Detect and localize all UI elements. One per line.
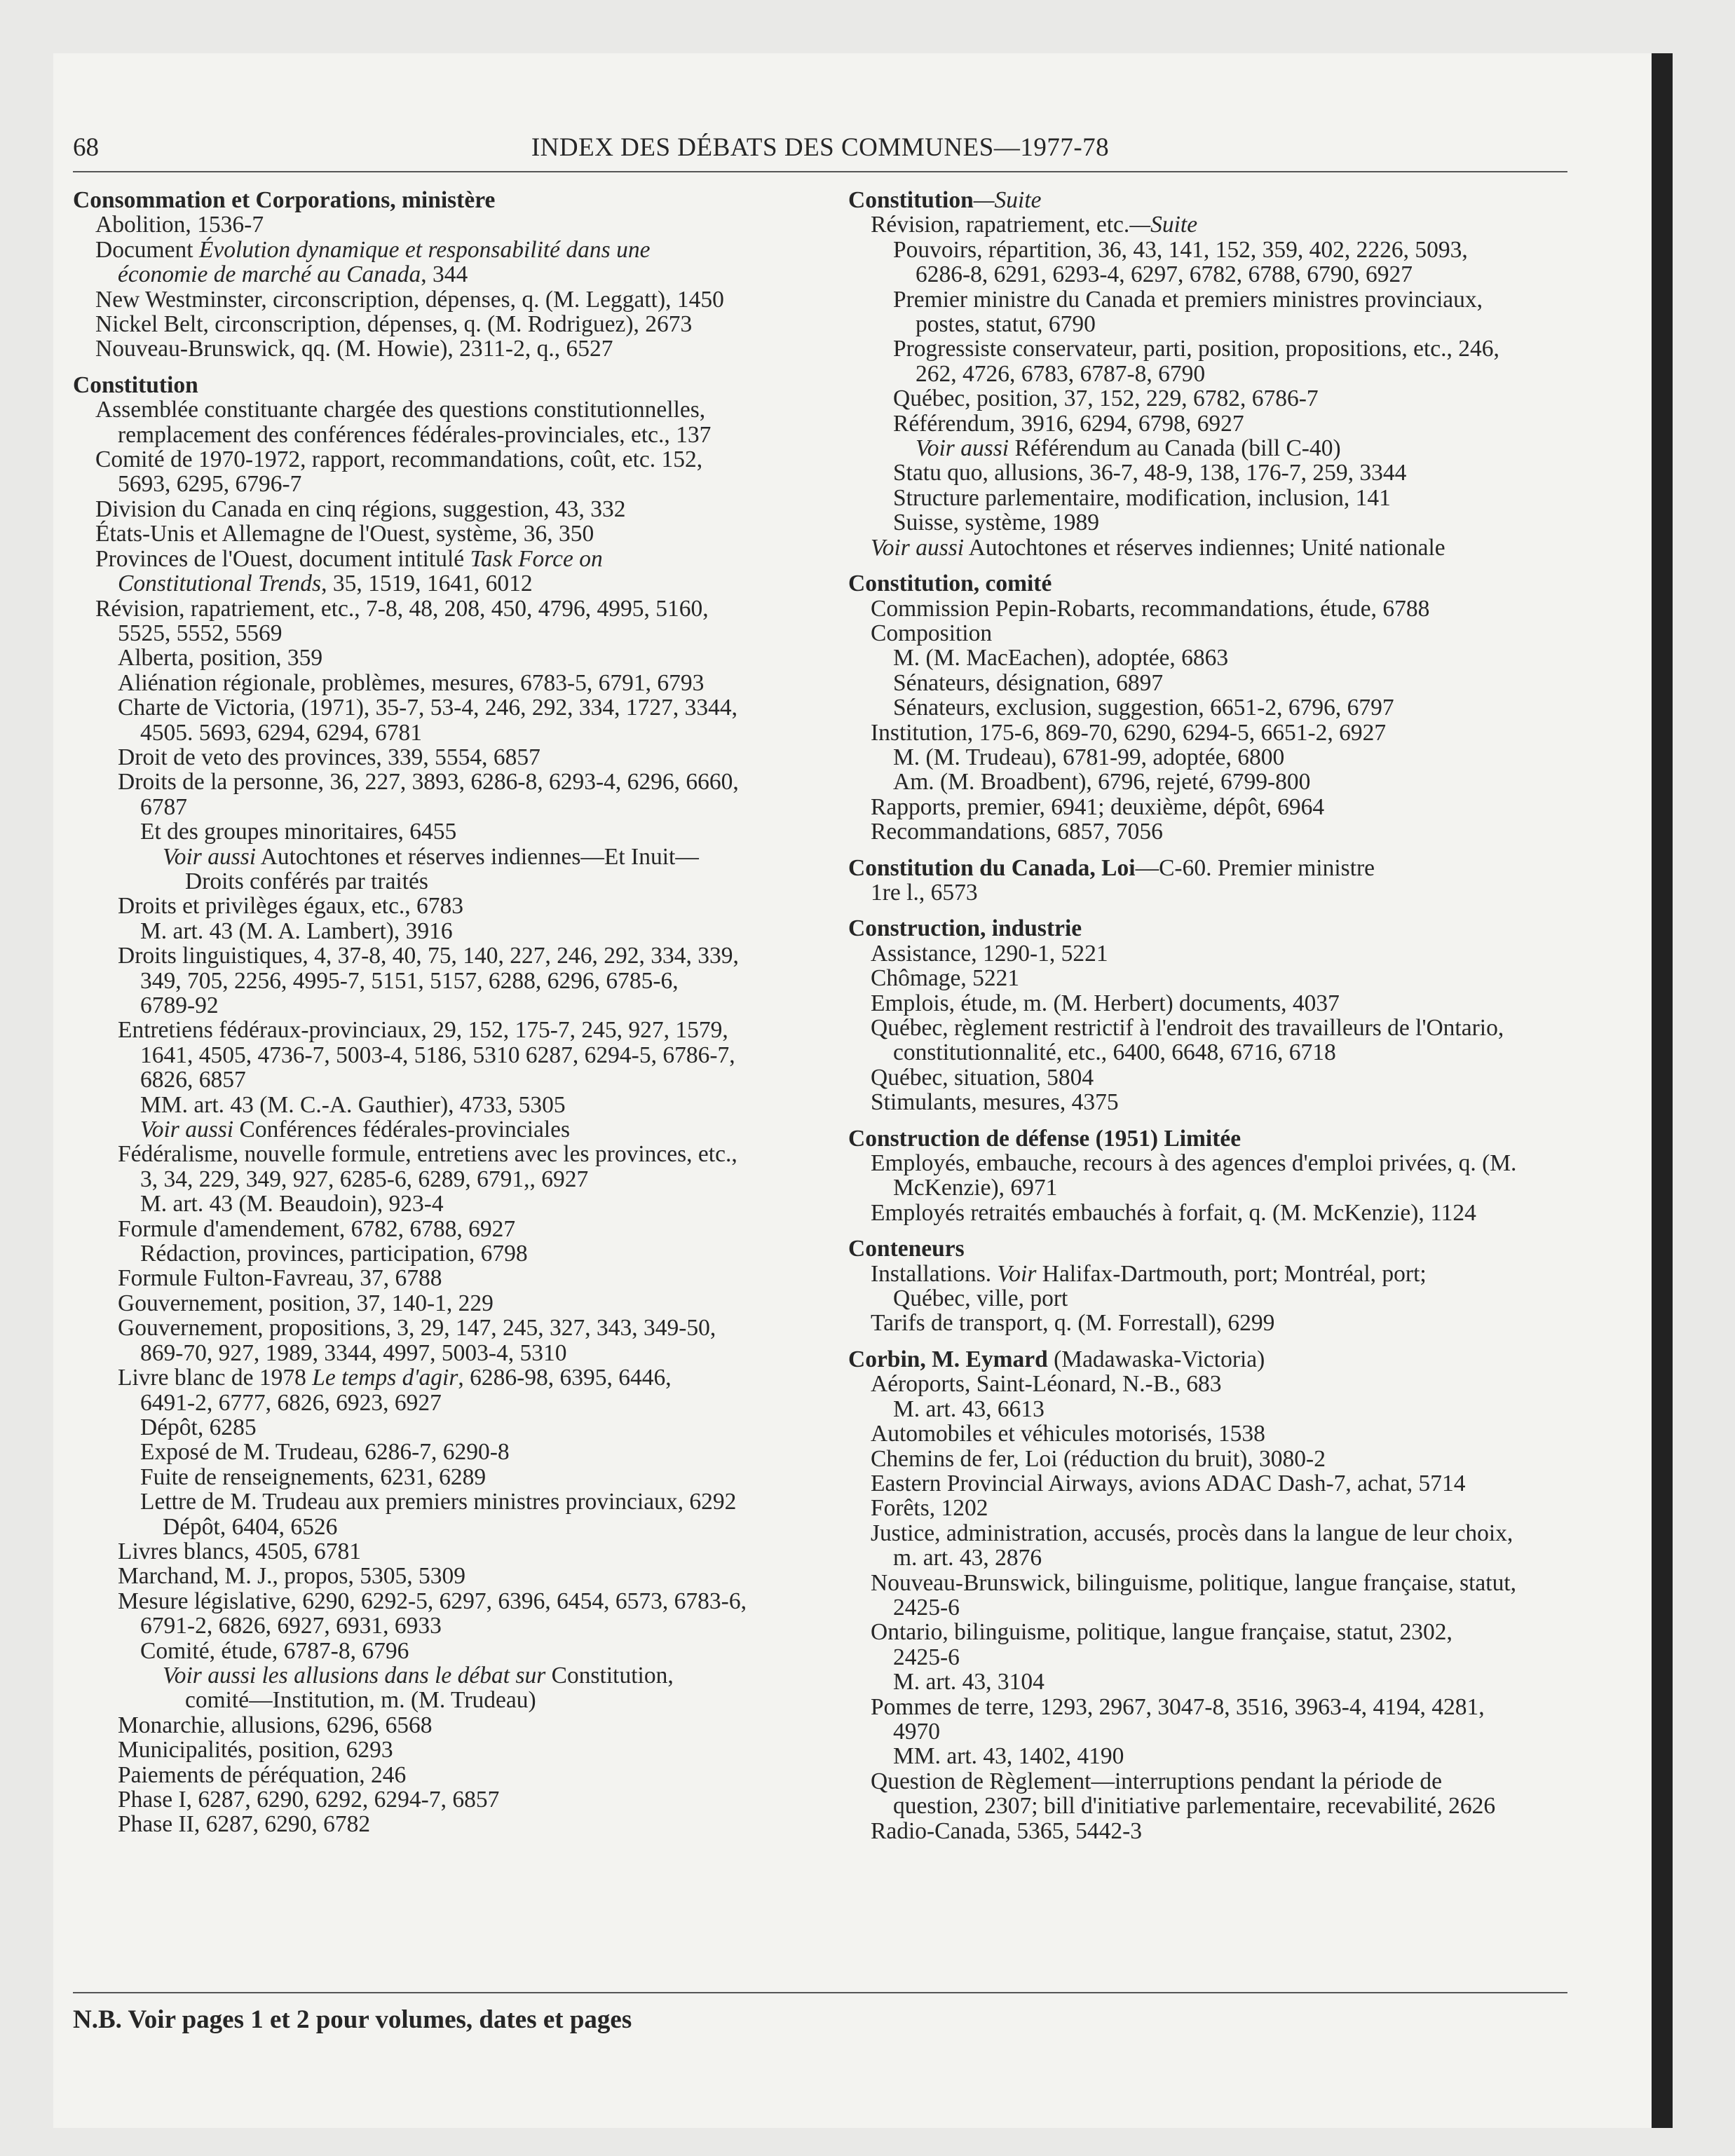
index-subentry-line [848,819,1577,844]
index-subentry-line [73,1043,802,1067]
subentry-text: Phase I, 6287, 6290, 6292, 6294-7, 6857 [118,1787,500,1813]
index-subentry-line [73,1391,802,1415]
subentry-text: Emplois, étude, m. (M. Herbert) documents, 4037 [871,990,1340,1016]
entry-heading-line [848,1126,1577,1151]
subentry-text: Monarchie, allusions, 6296, 6568 [118,1712,433,1738]
subentry-text: Le temps d'agir [312,1365,458,1391]
index-subentry-line [848,460,1577,485]
index-subentry-line [73,423,802,447]
subentry-text: Comité de 1970-1972, rapport, recommandations, coût, etc. 152, [95,446,703,473]
subentry-text: Chômage, 5221 [871,965,1020,992]
index-subentry-line [848,1620,1577,1644]
entry-heading-line [848,1347,1577,1372]
index-subentry-line [848,1372,1577,1396]
subentry-text: Et des groupes minoritaires, 6455 [140,819,457,845]
subentry-text: Task Force on [470,545,603,572]
subentry-text: 349, 705, 2256, 4995-7, 5151, 5157, 6288, 6296, 6785-6, [140,967,679,994]
index-column-left [73,188,802,1848]
index-subentry-line [73,721,802,745]
subentry-text: Eastern Provincial Airways, avions ADAC Dash-7, achat, 5714 [871,1470,1466,1496]
subentry-text: Employés retraités embauchés à forfait, q. (M. McKenzie), 1124 [871,1199,1476,1226]
index-subentry-line [848,941,1577,966]
subentry-text: Conférences fédérales-provinciales [233,1117,571,1143]
subentry-text: Nouveau-Brunswick, bilinguisme, politique, langue française, statut, [871,1569,1517,1596]
index-subentry-line [848,1040,1577,1065]
subentry-text: Québec, ville, port [893,1285,1068,1312]
subentry-text: M. art. 43, 6613 [893,1396,1045,1422]
subentry-text: 5693, 6295, 6796-7 [118,471,302,498]
subentry-text: Sénateurs, exclusion, suggestion, 6651-2, 6796, 6797 [893,695,1394,721]
index-subentry-line [73,212,802,237]
subentry-text: économie de marché au Canada [118,261,421,288]
entry-heading: Construction de défense (1951) Limitée [848,1125,1241,1152]
index-subentry-line [73,521,802,546]
index-entry [848,1126,1577,1226]
subentry-text: 4970 [893,1718,940,1745]
index-subentry-line [73,869,802,894]
subentry-text: , 35, 1519, 1641, 6012 [321,571,533,597]
entry-heading: Constitution [73,371,198,398]
subentry-text: Nouveau-Brunswick, qq. (M. Howie), 2311-2, q., 6527 [95,336,613,362]
page-title: INDEX DES DÉBATS DES COMMUNES—1977-78 [531,133,1110,162]
index-subentry-line [848,695,1577,720]
subentry-text: 2425-6 [893,1644,960,1670]
index-subentry-line [848,596,1577,621]
index-subentry-line [848,486,1577,510]
subentry-text: Composition [871,620,993,646]
entry-heading: Conteneurs [848,1236,965,1262]
index-subentry-line [848,671,1577,695]
index-subentry-line [848,880,1577,905]
index-subentry-line [73,262,802,287]
subentry-text: Division du Canada en cinq régions, suggestion, 43, 332 [95,496,626,522]
subentry-text: Dépôt, 6404, 6526 [163,1513,338,1540]
subentry-text: Commission Pepin-Robarts, recommandations, étude, 6788 [871,595,1430,622]
subentry-text: Suisse, système, 1989 [893,510,1100,536]
index-subentry-line [73,1738,802,1762]
subentry-text: Chemins de fer, Loi (réduction du bruit), 3080-2 [871,1445,1326,1472]
index-subentry-line [73,472,802,496]
index-subentry-line [848,262,1577,287]
subentry-text: question, 2307; bill d'initiative parlementaire, recevabilité, 2626 [893,1793,1496,1820]
index-subentry-line [73,336,802,361]
index-subentry-line [73,969,802,993]
subentry-text: Lettre de M. Trudeau aux premiers ministres provinciaux, 6292 [140,1489,737,1515]
subentry-text: Question de Règlement—interruptions pendant la période de [871,1768,1442,1794]
index-entry [848,1347,1577,1843]
subentry-text: , 6286-98, 6395, 6446, [458,1365,672,1391]
index-subentry-line [73,1812,802,1836]
subentry-text: MM. art. 43 (M. C.-A. Gauthier), 4733, 5305 [140,1091,566,1118]
subentry-text: 1re l., 6573 [871,879,978,906]
subentry-text: Autochtones et réserves indiennes; Unité nationale [964,534,1445,561]
entry-heading: Constitution du Canada, Loi [848,854,1136,881]
page-header [73,128,1567,168]
index-subentry-line [848,287,1577,312]
subentry-text: Stimulants, mesures, 4375 [871,1089,1119,1116]
index-subentry-line [73,1018,802,1042]
entry-heading-line [848,916,1577,941]
subentry-text: Dépôt, 6285 [140,1414,257,1440]
index-subentry-line [73,287,802,312]
subentry-text: Assistance, 1290-1, 5221 [871,940,1108,967]
index-subentry-line [73,1539,802,1564]
index-subentry-line [848,1016,1577,1040]
subentry-text: Pouvoirs, répartition, 36, 43, 141, 152, 359, 402, 2226, 5093, [893,236,1468,263]
index-subentry-line [848,721,1577,745]
subentry-text: Abolition, 1536-7 [95,212,264,238]
subentry-text: Droits de la personne, 36, 227, 3893, 6286-8, 6293-4, 6296, 6660, [118,769,739,796]
entry-heading-line [848,188,1577,212]
index-subentry-line [73,1713,802,1738]
subentry-text: Municipalités, position, 6293 [118,1737,393,1763]
subentry-text: Droit de veto des provinces, 339, 5554, 6857 [118,744,540,770]
index-subentry-line [848,411,1577,436]
index-subentry-line [73,1515,802,1539]
subentry-text: Droits et privilèges égaux, etc., 6783 [118,893,464,920]
subentry-text: M. art. 43 (M. Beaudoin), 923-4 [140,1191,444,1217]
subentry-text: Référendum au Canada (bill C-40) [1009,435,1341,462]
subentry-text: remplacement des conférences fédérales-provinciales, etc., 137 [118,421,712,448]
index-subentry-line [73,1067,802,1092]
entry-heading: Constitution [848,187,974,213]
subentry-text: 4505. 5693, 6294, 6294, 6781 [140,719,422,746]
index-subentry-line [848,1286,1577,1311]
index-subentry-line [848,770,1577,794]
index-subentry-line [848,621,1577,646]
index-subentry-line [73,447,802,472]
index-subentry-line [73,1291,802,1316]
subentry-text: postes, statut, 6790 [916,311,1096,338]
index-subentry-line [848,1521,1577,1546]
subentry-text: Pommes de terre, 1293, 2967, 3047-8, 3516, 3963-4, 4194, 4281, [871,1693,1485,1720]
subentry-text: Phase II, 6287, 6290, 6782 [118,1811,371,1838]
subentry-text: États-Unis et Allemagne de l'Ouest, système, 36, 350 [95,521,594,547]
subentry-text: Droits conférés par traités [185,868,428,894]
index-subentry-line [73,795,802,819]
entry-heading-line [73,373,802,397]
index-subentry-line [848,1695,1577,1719]
subentry-text: Voir aussi [140,1117,234,1143]
index-subentry-line [848,312,1577,336]
subentry-text: Aéroports, Saint-Léonard, N.-B., 683 [871,1371,1222,1398]
subentry-text: M. art. 43, 3104 [893,1669,1045,1696]
subentry-text: 1641, 4505, 4736-7, 5003-4, 5186, 5310 6287, 6294-5, 6786-7, [140,1042,735,1068]
index-subentry-line [73,770,802,794]
subentry-text: 6491-2, 6777, 6826, 6923, 6927 [140,1389,442,1416]
index-subentry-line [848,1645,1577,1670]
subentry-text: Forêts, 1202 [871,1495,988,1522]
index-subentry-line [73,745,802,770]
subentry-text: 262, 4726, 6783, 6787-8, 6790 [916,360,1206,387]
index-subentry-line [848,1065,1577,1090]
index-subentry-line [848,1546,1577,1570]
index-subentry-line [848,535,1577,560]
subentry-text: Statu quo, allusions, 36-7, 48-9, 138, 176-7, 259, 3344 [893,460,1407,486]
index-entry [848,916,1577,1114]
subentry-text: Droits linguistiques, 4, 37-8, 40, 75, 140, 227, 246, 292, 334, 339, [118,943,739,969]
subentry-text: Nickel Belt, circonscription, dépenses, q. (M. Rodriguez), 2673 [95,311,693,338]
subentry-text: Québec, position, 37, 152, 229, 6782, 6786-7 [893,386,1319,412]
subentry-text: —Suite [1129,212,1198,238]
index-subentry-line [73,1589,802,1613]
index-subentry-line [848,238,1577,262]
index-subentry-line [73,312,802,336]
subentry-text: Ontario, bilinguisme, politique, langue française, statut, 2302, [871,1619,1452,1646]
subentry-text: Aliénation régionale, problèmes, mesures, 6783-5, 6791, 6793 [118,669,705,696]
index-subentry-line [848,1595,1577,1620]
header-rule [73,171,1567,172]
index-subentry-line [73,238,802,262]
entry-heading-suffix: —C-60. Premier ministre [1135,854,1375,881]
index-subentry-line [73,596,802,621]
subentry-text: Gouvernement, propositions, 3, 29, 147, 245, 327, 343, 349-50, [118,1315,716,1342]
subentry-text: Voir [997,1260,1037,1287]
index-subentry-line [73,1639,802,1663]
subentry-text: Révision, rapatriement, etc. [871,212,1130,238]
index-subentry-line [73,1266,802,1290]
subentry-text: Marchand, M. J., propos, 5305, 5309 [118,1563,465,1590]
index-subentry-line [73,571,802,596]
index-subentry-line [73,1489,802,1514]
entry-heading-line [73,188,802,212]
index-subentry-line [73,1093,802,1117]
index-subentry-line [73,547,802,571]
index-subentry-line [73,894,802,918]
index-subentry-line [73,1415,802,1440]
index-subentry-line [848,1447,1577,1471]
subentry-text: 6787 [140,793,187,820]
index-entry [848,856,1577,906]
footer-rule [73,1992,1567,1993]
subentry-text: Formule Fulton-Favreau, 37, 6788 [118,1265,442,1292]
entry-heading-line [848,571,1577,596]
subentry-text: M. (M. Trudeau), 6781-99, adoptée, 6800 [893,744,1285,770]
index-subentry-line [73,1787,802,1812]
subentry-text: 3, 34, 229, 349, 927, 6285-6, 6289, 6791,, 6927 [140,1166,589,1192]
subentry-text: New Westminster, circonscription, dépenses, q. (M. Leggatt), 1450 [95,286,724,313]
index-entry [848,1236,1577,1336]
subentry-text: constitutionnalité, etc., 6400, 6648, 6716, 6718 [893,1039,1336,1066]
index-subentry-line [73,1316,802,1340]
index-subentry-line [73,1763,802,1787]
index-subentry-line [848,745,1577,770]
subentry-text: 6791-2, 6826, 6927, 6931, 6933 [140,1613,442,1639]
index-subentry-line [73,1440,802,1464]
index-subentry-line [73,1663,802,1688]
index-subentry-line [848,1670,1577,1694]
index-subentry-line [848,991,1577,1016]
entry-heading-line [848,1236,1577,1261]
index-subentry-line [73,646,802,670]
subentry-text: 869-70, 927, 1989, 3344, 4997, 5003-4, 5310 [140,1339,567,1366]
entry-heading-suffix: —Suite [973,187,1042,213]
index-subentry-line [848,646,1577,670]
subentry-text: Référendum, 3916, 6294, 6798, 6927 [893,410,1244,437]
index-entry [848,571,1577,844]
subentry-text: Installations. [871,1260,998,1287]
subentry-text: Employés, embauche, recours à des agences d'emploi privées, q. (M. [871,1150,1517,1177]
index-subentry-line [848,1794,1577,1818]
index-subentry-line [73,497,802,521]
subentry-text: Fédéralisme, nouvelle formule, entretiens avec les provinces, etc., [118,1141,737,1168]
index-subentry-line [73,919,802,943]
subentry-text: McKenzie), 6971 [893,1175,1058,1201]
index-subentry-line [848,362,1577,386]
index-subentry-line [73,1564,802,1588]
page-number: 68 [73,133,99,162]
index-subentry-line [848,212,1577,237]
subentry-text: 2425-6 [893,1594,960,1621]
index-subentry-line [73,621,802,646]
subentry-text: , 344 [421,261,468,288]
index-subentry-line [73,1613,802,1638]
index-subentry-line [73,1341,802,1365]
entry-heading-line [848,856,1577,880]
index-subentry-line [848,1719,1577,1744]
subentry-text: Automobiles et véhicules motorisés, 1538 [871,1421,1265,1447]
subentry-text: Livres blancs, 4505, 6781 [118,1538,362,1564]
subentry-text: Alberta, position, 359 [118,645,323,671]
subentry-text: Document [95,236,199,263]
subentry-text: Voir aussi [916,435,1009,462]
index-entry [73,188,802,362]
index-subentry-line [73,1465,802,1489]
subentry-text: Gouvernement, position, 37, 140-1, 229 [118,1290,494,1316]
index-subentry-line [848,966,1577,990]
subentry-text: Mesure législative, 6290, 6292-5, 6297, 6396, 6454, 6573, 6783-6, [118,1588,747,1614]
index-subentry-line [848,1471,1577,1496]
index-subentry-line [73,1117,802,1142]
subentry-text: Livre blanc de 1978 [118,1365,313,1391]
subentry-text: Recommandations, 6857, 7056 [871,819,1163,845]
index-subentry-line [848,795,1577,819]
entry-heading-suffix: (Madawaska-Victoria) [1047,1346,1265,1372]
subentry-text: Autochtones et réserves indiennes—Et Inuit— [256,843,699,870]
subentry-text: Sénateurs, désignation, 6897 [893,669,1164,696]
index-subentry-line [73,1167,802,1192]
subentry-text: Voir aussi [871,534,965,561]
subentry-text: Charte de Victoria, (1971), 35-7, 53-4, 246, 292, 334, 1727, 3344, [118,695,738,721]
subentry-text: Voir aussi [163,843,257,870]
index-subentry-line [73,671,802,695]
subentry-text: comité—Institution, m. (M. Trudeau) [185,1687,536,1714]
index-subentry-line [848,1262,1577,1286]
subentry-text: Révision, rapatriement, etc., 7-8, 48, 208, 450, 4796, 4995, 5160, [95,595,709,622]
index-subentry-line [848,1175,1577,1200]
index-subentry-line [848,1311,1577,1335]
subentry-text: M. art. 43 (M. A. Lambert), 3916 [140,917,453,944]
index-subentry-line [73,397,802,422]
index-subentry-line [848,1397,1577,1421]
index-subentry-line [848,1151,1577,1175]
index-entry [848,188,1577,560]
index-subentry-line [73,1241,802,1266]
page-binding-edge [1652,53,1673,2128]
index-subentry-line [848,510,1577,535]
index-subentry-line [73,993,802,1018]
subentry-text: 6826, 6857 [140,1067,246,1093]
index-subentry-line [848,336,1577,361]
index-subentry-line [73,1192,802,1216]
subentry-text: m. art. 43, 2876 [893,1545,1042,1571]
index-subentry-line [848,1496,1577,1520]
subentry-text: Progressiste conservateur, parti, position, propositions, etc., 246, [893,336,1499,362]
index-subentry-line [73,1217,802,1241]
index-subentry-line [73,845,802,869]
subentry-text: Premier ministre du Canada et premiers ministres provinciaux, [893,286,1483,313]
subentry-text: MM. art. 43, 1402, 4190 [893,1743,1124,1770]
entry-heading: Corbin, M. Eymard [848,1346,1048,1372]
subentry-text: Québec, situation, 5804 [871,1064,1094,1091]
subentry-text: Radio-Canada, 5365, 5442-3 [871,1817,1143,1844]
subentry-text: Constitution, [545,1662,674,1688]
subentry-text: Assemblée constituante chargée des questions constitutionnelles, [95,397,706,423]
index-subentry-line [848,436,1577,460]
index-subentry-line [848,1571,1577,1595]
subentry-text: Am. (M. Broadbent), 6796, rejeté, 6799-800 [893,769,1311,796]
entry-heading: Construction, industrie [848,915,1082,942]
subentry-text: Formule d'amendement, 6782, 6788, 6927 [118,1215,516,1242]
index-subentry-line [848,1421,1577,1446]
subentry-text: Rapports, premier, 6941; deuxième, dépôt, 6964 [871,793,1325,820]
subentry-text: Halifax-Dartmouth, port; Montréal, port; [1036,1260,1427,1287]
subentry-text: Comité, étude, 6787-8, 6796 [140,1637,409,1664]
index-subentry-line [848,1769,1577,1794]
subentry-text: Tarifs de transport, q. (M. Forrestall), 6299 [871,1310,1275,1337]
subentry-text: Entretiens fédéraux-provinciaux, 29, 152, 175-7, 245, 927, 1579, [118,1017,728,1044]
index-subentry-line [73,943,802,968]
index-subentry-line [848,1201,1577,1225]
index-subentry-line [73,819,802,844]
subentry-text: Évolution dynamique et responsabilité dans une [198,236,651,263]
index-subentry-line [73,1688,802,1712]
index-column-right [848,188,1577,1855]
subentry-text: Constitutional Trends [118,571,322,597]
subentry-text: Rédaction, provinces, participation, 6798 [140,1241,528,1267]
footer-note: N.B. Voir pages 1 et 2 pour volumes, dates et pages [73,2005,632,2034]
subentry-text: M. (M. MacEachen), adoptée, 6863 [893,645,1229,671]
entry-heading: Consommation et Corporations, ministère [73,187,496,213]
subentry-text: Voir aussi les allusions dans le débat sur [163,1662,546,1688]
index-subentry-line [73,1142,802,1166]
subentry-text: Québec, règlement restrictif à l'endroit des travailleurs de l'Ontario, [871,1015,1504,1041]
subentry-text: Institution, 175-6, 869-70, 6290, 6294-5, 6651-2, 6927 [871,719,1387,746]
subentry-text: 6286-8, 6291, 6293-4, 6297, 6782, 6788, 6790, 6927 [916,261,1413,288]
subentry-text: Structure parlementaire, modification, inclusion, 141 [893,484,1391,511]
subentry-text: Fuite de renseignements, 6231, 6289 [140,1464,487,1490]
subentry-text: Paiements de péréquation, 246 [118,1761,407,1788]
index-subentry-line [73,1365,802,1390]
subentry-text: 6789-92 [140,992,219,1018]
subentry-text: Justice, administration, accusés, procès dans la langue de leur choix, [871,1520,1513,1546]
index-subentry-line [848,1819,1577,1843]
index-subentry-line [73,695,802,720]
index-subentry-line [848,1744,1577,1768]
entry-heading: Constitution, comité [848,571,1052,597]
subentry-text: Provinces de l'Ouest, document intitulé [95,545,470,572]
index-subentry-line [848,386,1577,411]
index-subentry-line [848,1090,1577,1114]
subentry-text: 5525, 5552, 5569 [118,620,283,646]
subentry-text: Exposé de M. Trudeau, 6286-7, 6290-8 [140,1439,510,1466]
index-entry [73,373,802,1837]
